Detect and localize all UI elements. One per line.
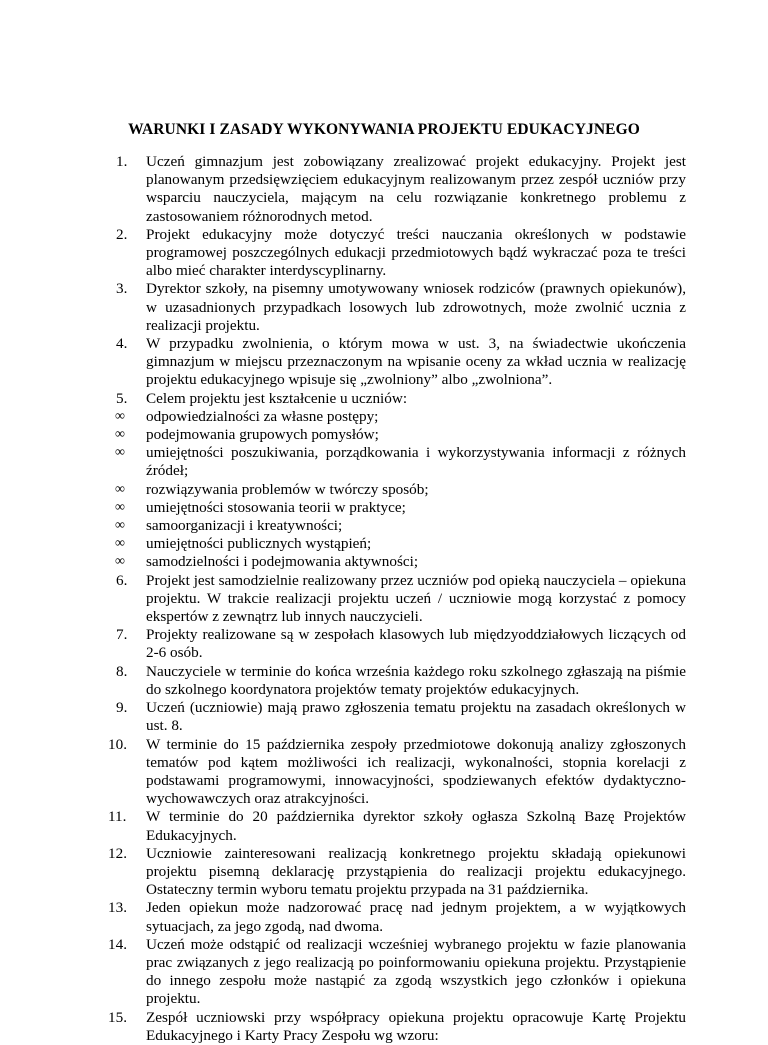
list-item <box>0 699 686 735</box>
bullet-marker: ∞ <box>115 499 125 515</box>
item-text: W terminie do 20 października dyrektor szkoły ogłasza Szkolną Bazę Projektów Edukacyjnych. <box>146 808 686 844</box>
list-item <box>0 572 686 627</box>
item-text: Celem projektu jest kształcenie u uczniów: <box>146 389 408 407</box>
bullet-marker: ∞ <box>115 554 125 570</box>
list-item <box>0 736 686 809</box>
bullet-marker: ∞ <box>115 518 125 534</box>
item-text: Uczeń może odstąpić od realizacji wcześniej wybranego projektu w fazie planowania prac związanych z jego realizacją po poinformowaniu opiekuna projektu. Przystąpienie do innego zespołu może nastąpić za zgodą wszystkich jego członków i opiekuna projektu. <box>146 935 686 1008</box>
item-text: podejmowania grupowych pomysłów; <box>146 426 379 444</box>
list-item <box>0 936 686 1009</box>
item-text: umiejętności stosowania teorii w praktyce; <box>146 498 406 516</box>
bullet-item <box>0 444 686 480</box>
item-number: 4. <box>116 335 128 353</box>
item-text: W przypadku zwolnienia, o którym mowa w ust. 3, na świadectwie ukończenia gimnazjum w miejscu przeznaczonym na wpisanie oceny za wkład ucznia w realizację projektu edukacyjnego wpisuje się „zwolniony” albo „zwolniona”. <box>146 335 686 389</box>
item-text: Uczniowie zainteresowani realizacją konkretnego projektu składają opiekunowi projektu pisemną deklarację przystąpienia do realizacji projektu edukacyjnego. Ostateczny termin wyboru tematu projektu przypada na 31 października. <box>146 844 686 899</box>
list-item <box>0 626 686 662</box>
item-text: odpowiedzialności za własne postępy; <box>146 407 379 425</box>
bullet-item <box>0 553 686 571</box>
list-item <box>0 845 686 900</box>
item-text: Projekt edukacyjny może dotyczyć treści nauczania określonych w podstawie programowej poszczególnych edukacji przedmiotowych bądź wykraczać poza te treści albo mieć charakter interdyscyplinarny. <box>146 225 686 280</box>
item-number: 9. <box>116 699 128 717</box>
list-item <box>0 226 686 281</box>
bullet-marker: ∞ <box>115 536 125 552</box>
bullet-item <box>0 499 686 517</box>
item-text: Nauczyciele w terminie do końca września każdego roku szkolnego zgłaszają na piśmie do szkolnego koordynatora projektów tematy projektów edukacyjnych. <box>146 662 686 698</box>
item-number: 15. <box>108 1008 127 1026</box>
bullet-item <box>0 481 686 499</box>
list-item <box>0 153 686 226</box>
bullet-item <box>0 517 686 535</box>
item-number: 10. <box>108 735 127 753</box>
document-title: WARUNKI I ZASADY WYKONYWANIA PROJEKTU EDUKACYJNEGO <box>128 121 640 138</box>
item-text: umiejętności publicznych wystąpień; <box>146 535 372 553</box>
item-text: Uczeń (uczniowie) mają prawo zgłoszenia tematu projektu na zasadach określonych w ust. 8. <box>146 699 686 735</box>
item-text: samodzielności i podejmowania aktywności; <box>146 553 419 571</box>
list-item <box>0 280 686 335</box>
item-text: umiejętności poszukiwania, porządkowania i wykorzystywania informacji z różnych źródeł; <box>146 444 686 480</box>
item-number: 7. <box>116 626 128 644</box>
bullet-marker: ∞ <box>115 427 125 443</box>
item-text: Dyrektor szkoły, na pisemny umotywowany wniosek rodziców (prawnych opiekunów), w uzasadnionych przypadkach losowych lub zdrowotnych, może zwolnić ucznia z realizacji projektu. <box>146 280 686 334</box>
item-number: 12. <box>108 844 127 862</box>
list-item <box>0 390 686 408</box>
item-text: Projekty realizowane są w zespołach klasowych lub międzyoddziałowych liczących od 2-6 osób. <box>146 626 686 662</box>
list-item <box>0 663 686 699</box>
bullet-item <box>0 535 686 553</box>
item-text: rozwiązywania problemów w twórczy sposób; <box>146 480 429 498</box>
item-number: 5. <box>116 389 128 407</box>
list-item <box>0 899 686 935</box>
item-number: 1. <box>116 153 128 170</box>
bullet-item <box>0 408 686 426</box>
item-text: W terminie do 15 października zespoły przedmiotowe dokonują analizy zgłoszonych tematów pod kątem możliwości ich realizacji, wykonalności, stopnia korelacji z podstawami programowymi, innowacyjności, spodziewanych efektów dydaktyczno-wychowawczych oraz atrakcyjności. <box>146 735 686 808</box>
item-number: 2. <box>116 225 128 243</box>
item-number: 8. <box>116 662 128 680</box>
list-item <box>0 335 686 390</box>
item-number: 6. <box>116 571 128 589</box>
item-number: 14. <box>108 935 127 953</box>
rules-list <box>0 153 686 1045</box>
item-text: samoorganizacji i kreatywności; <box>146 517 343 535</box>
list-item <box>0 808 686 844</box>
item-number: 3. <box>116 280 128 298</box>
bullet-marker: ∞ <box>115 408 125 424</box>
item-text: Uczeń gimnazjum jest zobowiązany zrealizować projekt edukacyjny. Projekt jest planowanym przedsięwzięciem edukacyjnym realizowanym przez zespół uczniów przy wsparciu nauczyciela, mającym na celu rozwiązanie konkretnego problemu z zastosowaniem różnorodnych metod. <box>146 153 686 225</box>
bullet-item <box>0 426 686 444</box>
bullet-marker: ∞ <box>115 481 125 497</box>
item-number: 11. <box>108 808 127 826</box>
item-text: Zespół uczniowski przy współpracy opiekuna projektu opracowuje Kartę Projektu Edukacyjnego i Karty Pracy Zespołu wg wzoru: <box>146 1008 686 1044</box>
item-text: Jeden opiekun może nadzorować pracę nad jednym projektem, a w wyjątkowych sytuacjach, za jego zgodą, nad dwoma. <box>146 899 686 935</box>
item-text: Projekt jest samodzielnie realizowany przez uczniów pod opieką nauczyciela – opiekuna projektu. W trakcie realizacji projektu uczeń / uczniowie mogą korzystać z pomocy ekspertów z zewnątrz lub innych nauczycieli. <box>146 571 686 626</box>
list-item <box>0 1009 686 1045</box>
bullet-marker: ∞ <box>115 445 125 461</box>
item-number: 13. <box>108 899 127 917</box>
